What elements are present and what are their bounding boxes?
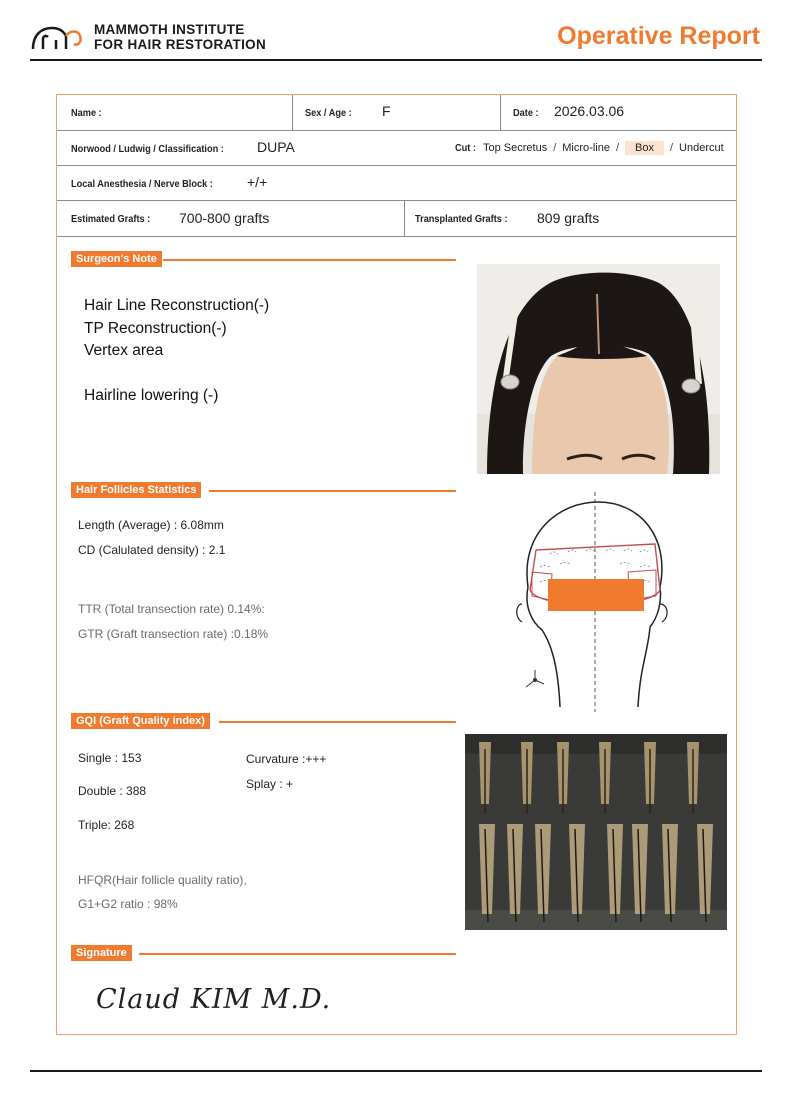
- divider: [404, 201, 405, 236]
- donor-area-diagram: [510, 492, 680, 712]
- divider: [292, 95, 293, 130]
- cut-option-micro-line: Micro-line: [562, 142, 610, 154]
- institute-name-line1: MAMMOTH INSTITUTE: [94, 22, 245, 37]
- patient-hairline-photo: [477, 264, 720, 474]
- cut-label: Cut :: [455, 143, 476, 154]
- note-line: Hair Line Reconstruction(-): [84, 297, 270, 314]
- classification-value: DUPA: [257, 139, 295, 155]
- surgeon-signature: Claud KIM M.D.: [96, 984, 332, 1015]
- g1-g2-ratio: G1+G2 ratio : 98%: [78, 897, 178, 911]
- estimated-grafts-label: Estimated Grafts :: [71, 214, 151, 225]
- date-value: 2026.03.06: [554, 103, 625, 119]
- gqi-header: [71, 713, 456, 731]
- patient-info-row: [57, 95, 736, 131]
- triple-grafts: Triple: 268: [78, 818, 135, 832]
- statistics-title: Hair Follicles Statistics: [71, 482, 201, 498]
- mammoth-logo-icon: [30, 22, 90, 52]
- surgeons-note-text: [84, 295, 269, 408]
- separator: /: [553, 142, 557, 154]
- footer-divider: [30, 1070, 762, 1072]
- section-rule: [163, 259, 456, 261]
- note-line: [84, 363, 269, 386]
- curvature: Curvature :+++: [246, 752, 327, 766]
- estimated-grafts-value: 700-800 grafts: [179, 210, 270, 226]
- length-average: Length (Average) : 6.08mm: [78, 518, 224, 532]
- classification-label: Norwood / Ludwig / Classification :: [71, 144, 224, 155]
- date-label: Date :: [513, 108, 539, 119]
- signature-title: Signature: [71, 945, 132, 961]
- gqi-title: GQI (Graft Quality index): [71, 713, 210, 729]
- divider: [500, 95, 501, 130]
- sex-age-label: Sex / Age :: [305, 108, 352, 119]
- hfqr-label: HFQR(Hair follicle quality ratio),: [78, 873, 247, 887]
- cut-option-undercut: Undercut: [679, 142, 724, 154]
- section-rule: [219, 721, 456, 723]
- double-grafts: Double : 388: [78, 784, 147, 798]
- cut-options: [480, 142, 727, 154]
- classification-row: [57, 131, 736, 166]
- report-title: Operative Report: [557, 22, 760, 50]
- statistics-header: [71, 482, 456, 500]
- grafts-row: [57, 201, 736, 237]
- name-label: Name :: [71, 108, 102, 119]
- anesthesia-row: [57, 166, 736, 201]
- transplanted-grafts-label: Transplanted Grafts :: [415, 214, 508, 225]
- section-rule: [209, 490, 456, 492]
- signature-header: [71, 945, 456, 963]
- note-line: Hairline lowering (-): [84, 387, 219, 404]
- institute-name-line2: FOR HAIR RESTORATION: [94, 37, 267, 52]
- separator: /: [669, 142, 674, 154]
- total-transection-rate: TTR (Total transection rate) 0.14%:: [78, 602, 265, 616]
- anesthesia-value: +/+: [247, 174, 268, 190]
- section-rule: [139, 953, 456, 955]
- sex-age-value: F: [382, 103, 391, 119]
- note-line: TP Reconstruction(-): [84, 319, 227, 337]
- single-grafts: Single : 153: [78, 751, 142, 765]
- separator: /: [615, 142, 620, 154]
- splay: Splay : +: [246, 777, 294, 791]
- cut-option-box-selected: Box: [625, 141, 664, 155]
- transplanted-grafts-value: 809 grafts: [537, 210, 600, 226]
- cut-option-top-secretus: Top Secretus: [483, 142, 548, 154]
- surgeons-note-title: Surgeon's Note: [71, 251, 162, 267]
- anesthesia-label: Local Anesthesia / Nerve Block :: [71, 179, 213, 190]
- follicle-grafts-photo: [465, 734, 727, 930]
- surgeons-note-header: [71, 251, 456, 269]
- institute-logo: [30, 20, 280, 56]
- calculated-density: CD (Calulated density) : 2.1: [78, 543, 226, 557]
- header-divider: [30, 59, 762, 61]
- note-line: Vertex area: [84, 342, 164, 359]
- graft-transection-rate: GTR (Graft transection rate) :0.18%: [78, 627, 269, 641]
